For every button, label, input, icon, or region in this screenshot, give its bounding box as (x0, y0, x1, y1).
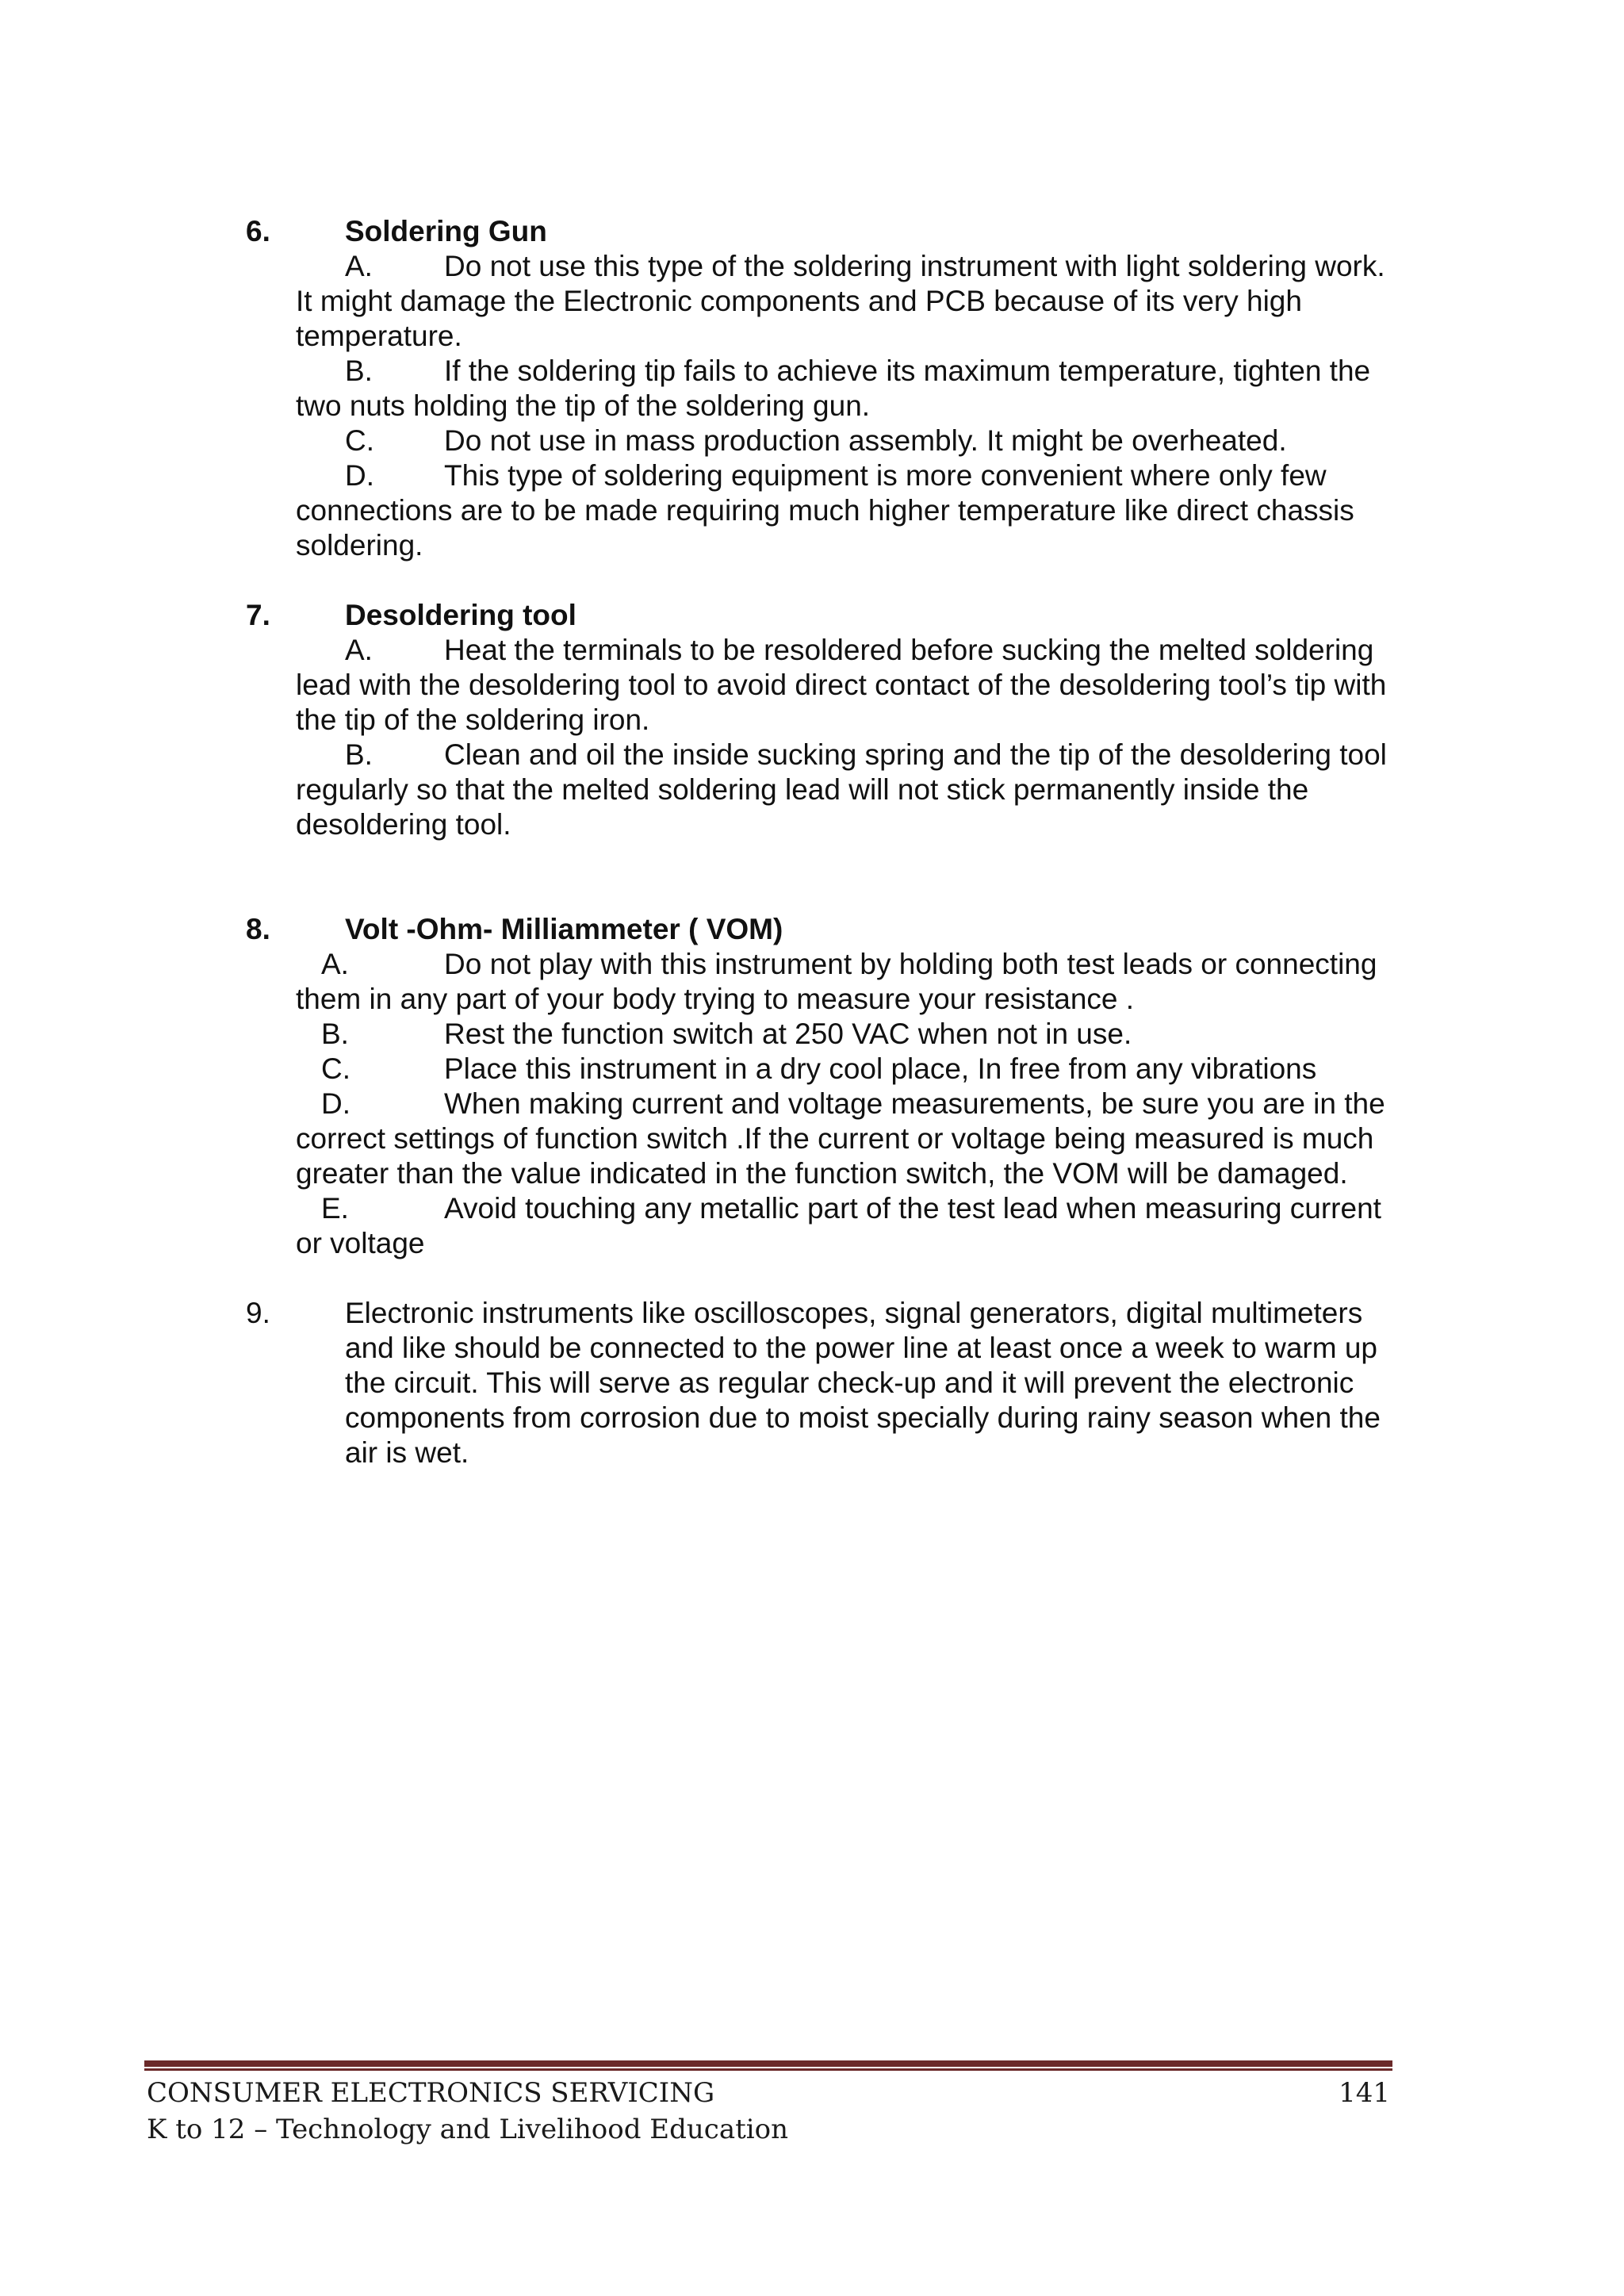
section-title: Desoldering tool (345, 599, 576, 631)
section-title: Volt -Ohm- Milliammeter ( VOM) (345, 913, 783, 945)
section-electronic-instruments (246, 1296, 1396, 1470)
item-letter: A. (321, 948, 349, 980)
item-text: When making current and voltage measurements, be sure you are in the correct settings of function switch .If the current or voltage being measured is much greater than the value indicated in the function switch, the VOM will be damaged. (296, 1087, 1385, 1190)
item-text: This type of soldering equipment is more convenient where only few connections are to be made requiring much higher temperature like direct chassis soldering. (296, 459, 1354, 562)
item-letter: B. (345, 738, 373, 771)
item-letter: C. (321, 1052, 350, 1085)
list-item (246, 947, 1396, 1017)
item-letter: B. (345, 355, 373, 387)
item-text: Rest the function switch at 250 VAC when not in use. (444, 1018, 1132, 1050)
item-letter: E. (321, 1192, 349, 1225)
item-text: Do not use in mass production assembly. It might be overheated. (444, 424, 1287, 457)
section-heading (246, 214, 1396, 249)
footer-row (147, 2111, 1390, 2148)
section-soldering-gun (246, 214, 1396, 563)
section-vom (246, 912, 1396, 1261)
list-item (246, 458, 1396, 563)
section-desoldering-tool (246, 598, 1396, 842)
item-letter: B. (321, 1018, 349, 1050)
item-letter: D. (345, 459, 374, 492)
footer-divider-thick (144, 2060, 1392, 2067)
list-item (246, 633, 1396, 738)
footer-subtitle: K to 12 – Technology and Livelihood Education (147, 2114, 788, 2145)
item-letter: A. (345, 250, 373, 282)
item-text: Place this instrument in a dry cool place, In free from any vibrations (444, 1052, 1317, 1085)
item-text: If the soldering tip fails to achieve its maximum temperature, tighten the two nuts holding the tip of the soldering gun. (296, 355, 1371, 422)
section-title: Soldering Gun (345, 215, 547, 247)
footer-title: CONSUMER ELECTRONICS SERVICING (147, 2077, 715, 2109)
footer-divider-thin (144, 2068, 1392, 2071)
section-heading (246, 912, 1396, 947)
list-item (246, 249, 1396, 354)
section-number: 7. (246, 599, 270, 631)
item-letter: C. (345, 424, 374, 457)
section-number: 6. (246, 215, 270, 247)
section-number: 8. (246, 913, 270, 945)
item-text: Do not play with this instrument by holding both test leads or connecting them in any part of your body trying to measure your resistance . (296, 948, 1377, 1015)
item-text: Heat the terminals to be resoldered before sucking the melted soldering lead with the desoldering tool to avoid direct contact of the desoldering tool’s tip with the tip of the soldering iron. (296, 634, 1387, 736)
section-heading (246, 598, 1396, 633)
list-item (246, 424, 1396, 458)
item-text: Clean and oil the inside sucking spring and the tip of the desoldering tool regularly so that the melted soldering lead will not stick permanently inside the desoldering tool. (296, 738, 1387, 841)
list-item (246, 1052, 1396, 1087)
list-item (246, 1087, 1396, 1191)
paragraph-text: Electronic instruments like oscilloscopes, signal generators, digital multimeters and like should be connected to the power line at least once a week to warm up the circuit. This will serve as regular check-up and it will prevent the electronic components from corrosion due to moist specially during rainy season when the air is wet. (345, 1297, 1381, 1469)
section-spacer (246, 1261, 1396, 1296)
item-text: Do not use this type of the soldering instrument with light soldering work. It might damage the Electronic components and PCB because of its very high temperature. (296, 250, 1385, 352)
section-spacer (246, 563, 1396, 598)
list-item (246, 1191, 1396, 1261)
page-footer (147, 2075, 1390, 2148)
item-letter: D. (321, 1087, 350, 1120)
section-number: 9. (246, 1297, 270, 1329)
footer-row (147, 2075, 1390, 2111)
item-text: Avoid touching any metallic part of the test lead when measuring current or voltage (296, 1192, 1381, 1259)
footer-divider (144, 2060, 1392, 2071)
page-content (246, 214, 1396, 1470)
list-item (246, 1017, 1396, 1052)
list-item (246, 738, 1396, 842)
item-letter: A. (345, 634, 373, 666)
list-item (246, 354, 1396, 424)
section-spacer (246, 842, 1396, 912)
page-number: 141 (1339, 2077, 1390, 2109)
